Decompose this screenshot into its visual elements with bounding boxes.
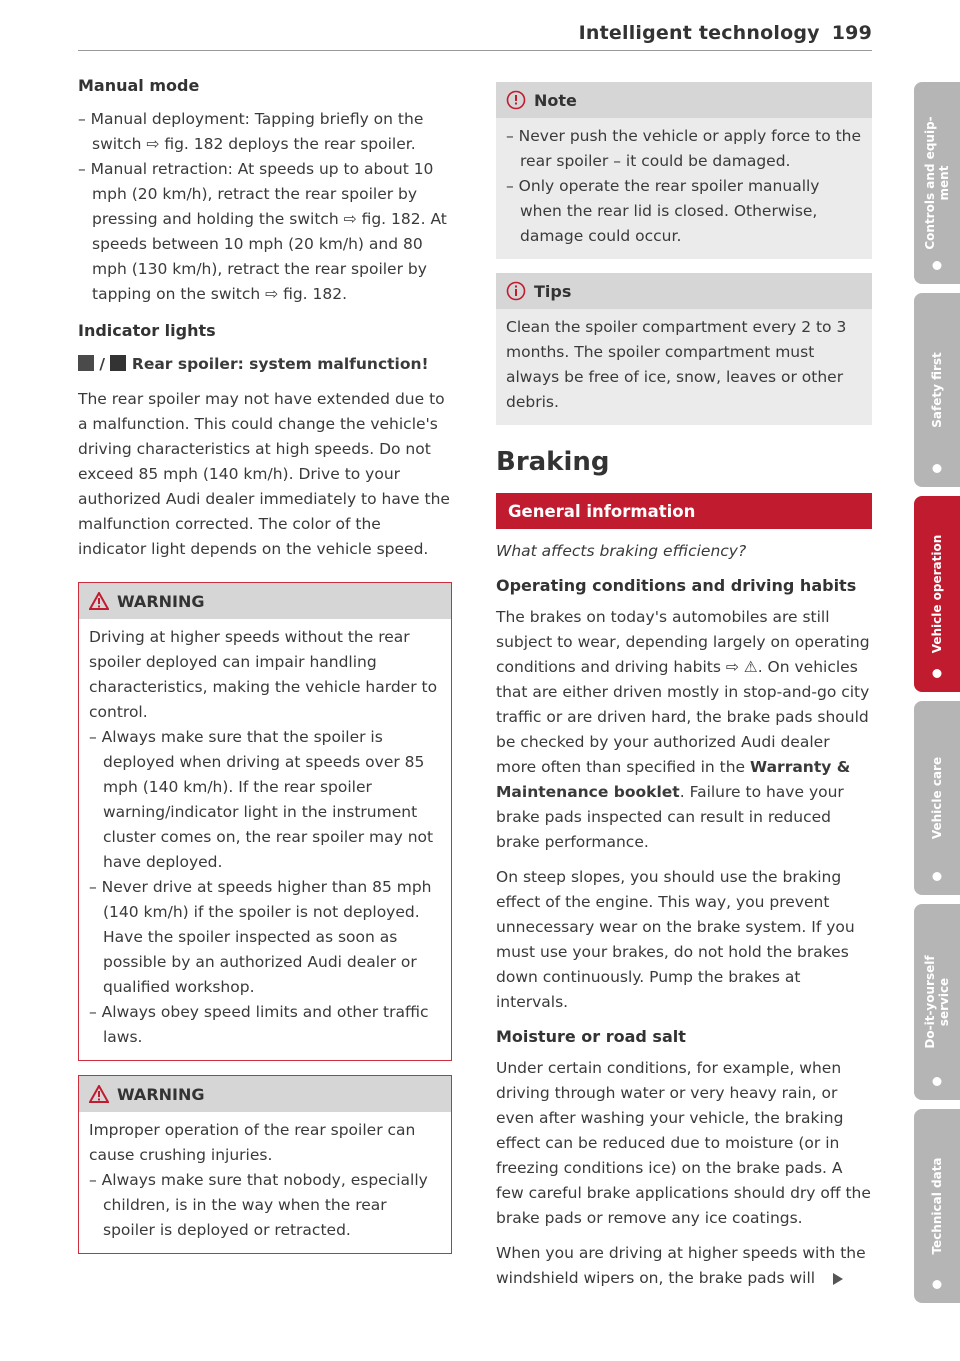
note-info-icon bbox=[506, 90, 526, 110]
warning-header bbox=[79, 583, 451, 619]
list-item: – Only operate the rear spoiler manually when the rear lid is closed. Otherwise, damage could occur. bbox=[506, 177, 820, 245]
spoiler-indicator-icon bbox=[110, 355, 126, 371]
tab-vehicle-care[interactable] bbox=[914, 701, 960, 895]
warning-label: WARNING bbox=[117, 1084, 205, 1104]
warning-box bbox=[78, 1075, 452, 1254]
tab-dot-icon bbox=[933, 669, 942, 678]
tab-label: Vehicle care bbox=[930, 756, 944, 840]
right-column bbox=[496, 82, 872, 1291]
list-item: – Always obey speed limits and other traffic laws. bbox=[89, 1003, 429, 1046]
moisture-heading: Moisture or road salt bbox=[496, 1027, 686, 1046]
list-item: – Always make sure that nobody, especially children, is in the way when the rear spoiler is deployed or retracted. bbox=[89, 1171, 428, 1239]
warning-triangle-icon bbox=[89, 592, 109, 610]
tab-label: Technical data bbox=[930, 1157, 944, 1255]
warning-header bbox=[79, 1076, 451, 1112]
tab-technical-data[interactable] bbox=[914, 1109, 960, 1303]
tab-vehicle-operation[interactable] bbox=[914, 496, 960, 692]
tab-label: Do-it-yourself service bbox=[923, 955, 951, 1049]
tab-dot-icon bbox=[933, 872, 942, 881]
tab-do-it-yourself-service[interactable] bbox=[914, 904, 960, 1100]
wipers-text: When you are driving at higher speeds with the windshield wipers on, the brake pads will bbox=[496, 1244, 866, 1287]
list-item: – Always make sure that the spoiler is deployed when driving at speeds over 85 mph (140 km/h). If the rear spoiler warning/indicator light in the instrument cluster comes on, the rear spoiler may not have deployed. bbox=[89, 728, 434, 871]
warning-intro: Improper operation of the rear spoiler can cause crushing injuries. bbox=[89, 1121, 416, 1164]
tab-safety-first[interactable] bbox=[914, 293, 960, 487]
moisture-paragraph: Under certain conditions, for example, when driving through water or very heavy rain, or even after washing your vehicle, the braking effect can be reduced due to moisture (or in freezing conditions ice) on the brake pads. A few careful brake applications should dry off the brake pads or remove any ice coatings. bbox=[496, 1059, 871, 1227]
indicator-heading: Indicator lights bbox=[78, 321, 216, 340]
operating-paragraph bbox=[496, 605, 872, 855]
tips-header bbox=[496, 273, 872, 309]
booklet-reference: Warranty & Maintenance booklet bbox=[496, 758, 851, 801]
indicator-line bbox=[78, 352, 452, 377]
note-header bbox=[496, 82, 872, 118]
warning-triangle-icon bbox=[89, 1085, 109, 1103]
list-item: – Never drive at speeds higher than 85 mph (140 km/h) if the spoiler is not deployed. Have the spoiler inspected as soon as possible by an authorized Audi dealer or qualified workshop. bbox=[89, 878, 432, 996]
tab-dot-icon bbox=[933, 464, 942, 473]
tips-info-icon bbox=[506, 281, 526, 301]
tab-dot-icon bbox=[933, 1280, 942, 1289]
wipers-paragraph bbox=[496, 1241, 872, 1291]
note-box bbox=[496, 82, 872, 259]
list-item: – Manual retraction: At speeds up to about 10 mph (20 km/h), retract the rear spoiler by pressing and holding the switch ⇨ fig. 182. At speeds between 10 mph (20 km/h) and 80 mph (130 km/h), retract the rear spoiler by tapping on the switch ⇨ fig. 182. bbox=[78, 160, 447, 303]
tab-dot-icon bbox=[933, 261, 942, 270]
continue-arrow-icon bbox=[833, 1273, 843, 1285]
left-column bbox=[78, 76, 452, 1254]
tab-dot-icon bbox=[933, 1077, 942, 1086]
warning-intro: Driving at higher speeds without the rear spoiler deployed can impair handling characteristics, making the vehicle harder to control. bbox=[89, 628, 438, 721]
tab-label: Safety first bbox=[930, 352, 944, 428]
section-title: Braking bbox=[496, 447, 610, 477]
indicator-separator: / bbox=[99, 355, 106, 373]
tips-label: Tips bbox=[534, 281, 572, 301]
header-rule bbox=[78, 50, 872, 51]
operating-heading: Operating conditions and driving habits bbox=[496, 576, 857, 595]
page-header bbox=[0, 22, 872, 44]
page-number: 199 bbox=[831, 22, 872, 44]
warning-box bbox=[78, 582, 452, 1061]
list-item: – Manual deployment: Tapping briefly on the switch ⇨ fig. 182 deploys the rear spoiler. bbox=[78, 110, 424, 153]
section-question: What affects braking efficiency? bbox=[496, 542, 747, 560]
manual-mode-heading: Manual mode bbox=[78, 76, 200, 95]
operating-text: The brakes on today's automobiles are still subject to wear, depending largely on operating conditions and driving habits ⇨ ⚠. On vehicles that are either driven mostly in stop-and-go city traffic or are driven hard, the brake pads should be checked by your authorized Audi dealer more often than specified in the bbox=[496, 608, 870, 776]
tab-label: Vehicle operation bbox=[930, 534, 944, 654]
indicator-text: Rear spoiler: system malfunction! bbox=[131, 355, 429, 373]
chapter-title: Intelligent technology bbox=[578, 22, 820, 44]
note-label: Note bbox=[534, 90, 577, 110]
tab-controls-and-equipment[interactable] bbox=[914, 82, 960, 284]
operating-text-end: . Failure to have your brake pads inspected can result in reduced brake performance. bbox=[496, 783, 844, 851]
indicator-paragraph: The rear spoiler may not have extended due to a malfunction. This could change the vehicle's driving characteristics at high speeds. Do not exceed 85 mph (140 km/h). Drive to your authorized Audi dealer immediately to have the malfunction corrected. The color of the indicator light depends on the vehicle speed. bbox=[78, 390, 450, 558]
tips-box bbox=[496, 273, 872, 425]
steep-slopes-paragraph: On steep slopes, you should use the braking effect of the engine. This way, you prevent unnecessary wear on the brake system. If you must use your brakes, do not hold the brakes down continuously. Pump the brakes at intervals. bbox=[496, 868, 855, 1011]
warning-label: WARNING bbox=[117, 591, 205, 611]
spoiler-warning-icon bbox=[78, 355, 94, 371]
list-item: – Never push the vehicle or apply force to the rear spoiler – it could be damaged. bbox=[506, 127, 862, 170]
tips-text: Clean the spoiler compartment every 2 to 3 months. The spoiler compartment must always be free of ice, snow, leaves or other debris. bbox=[506, 318, 847, 411]
subsection-band: General information bbox=[496, 493, 872, 529]
tab-label: Controls and equip- ment bbox=[923, 116, 951, 250]
